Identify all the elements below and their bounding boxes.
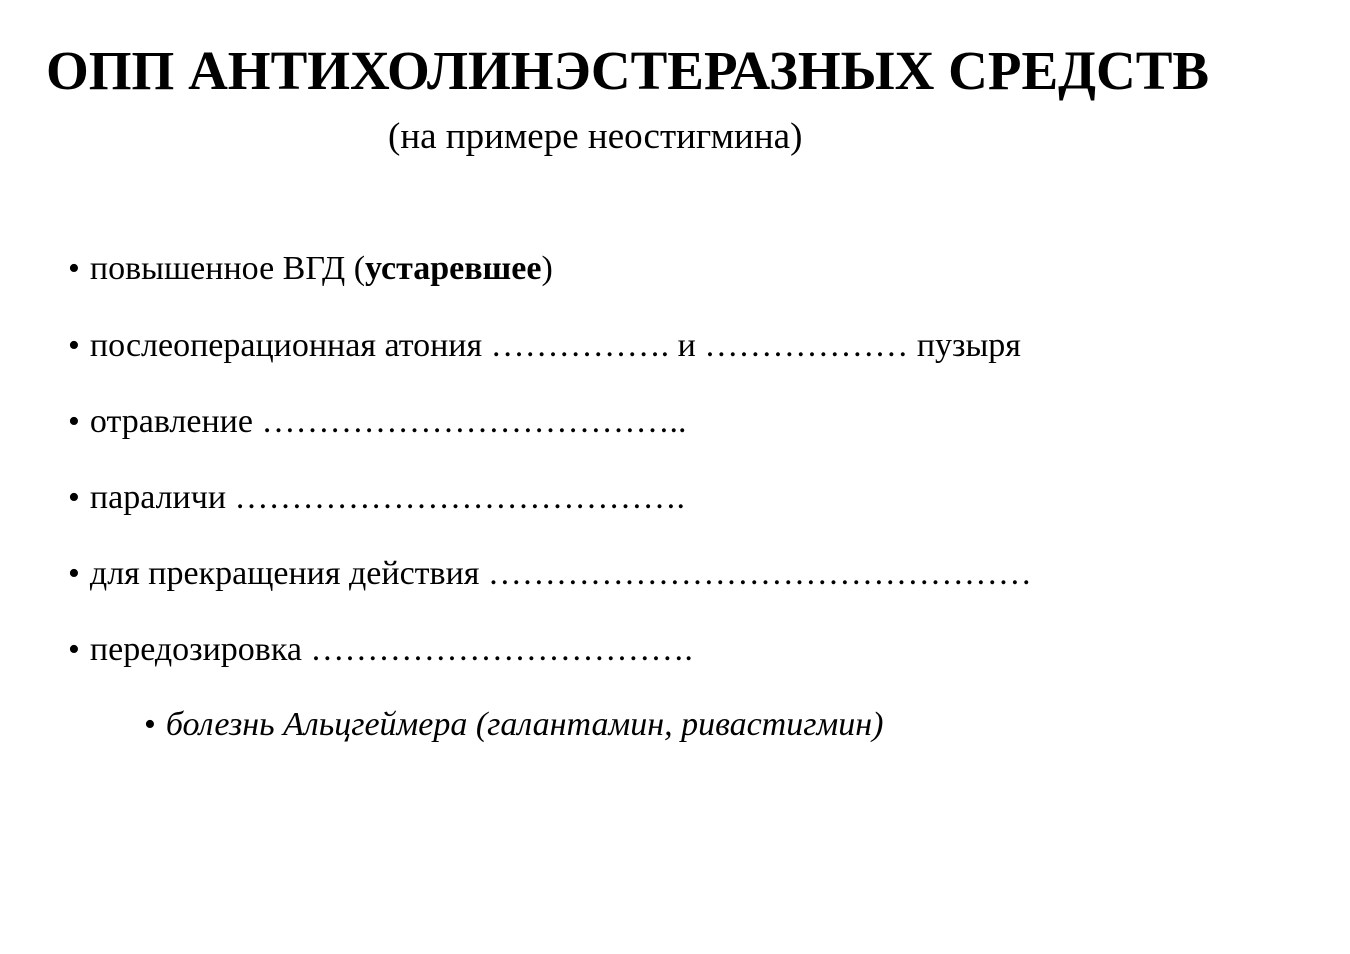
bullet-icon: • <box>68 631 80 668</box>
bullet-icon: • <box>68 403 80 440</box>
list-item <box>68 475 685 521</box>
slide-subtitle: (на примере неостигмина) <box>388 116 803 157</box>
list-item-text: отравление ……………………………….. <box>89 403 687 440</box>
list-item-text: для прекращения действия ………………………………………… <box>89 555 1032 592</box>
list-item-text: повышенное ВГД ( <box>89 250 366 287</box>
bullet-icon: • <box>144 706 156 743</box>
list-item <box>68 323 1021 369</box>
list-item-text: параличи …………………………………. <box>89 479 686 516</box>
sub-list-item <box>144 702 883 748</box>
list-item-bold-text: устаревшее <box>365 250 542 287</box>
list-item-text: ) <box>541 250 553 287</box>
sub-list-item-text: болезнь Альцгеймера (галантамин, ривастигмин) <box>165 706 884 743</box>
bullet-icon: • <box>68 327 80 364</box>
bullet-icon: • <box>68 479 80 516</box>
list-item <box>68 551 1032 597</box>
list-item <box>68 627 693 673</box>
bullet-icon: • <box>68 555 80 592</box>
slide-title: ОПП АНТИХОЛИНЭСТЕРАЗНЫХ СРЕДСТВ <box>46 40 1210 101</box>
list-item <box>68 399 686 445</box>
bullet-icon: • <box>68 250 80 287</box>
list-item-text: послеоперационная атония ……………. и ……………… пузыря <box>89 327 1021 364</box>
list-item <box>68 246 553 292</box>
list-item-text: передозировка ……………………………. <box>89 631 693 668</box>
